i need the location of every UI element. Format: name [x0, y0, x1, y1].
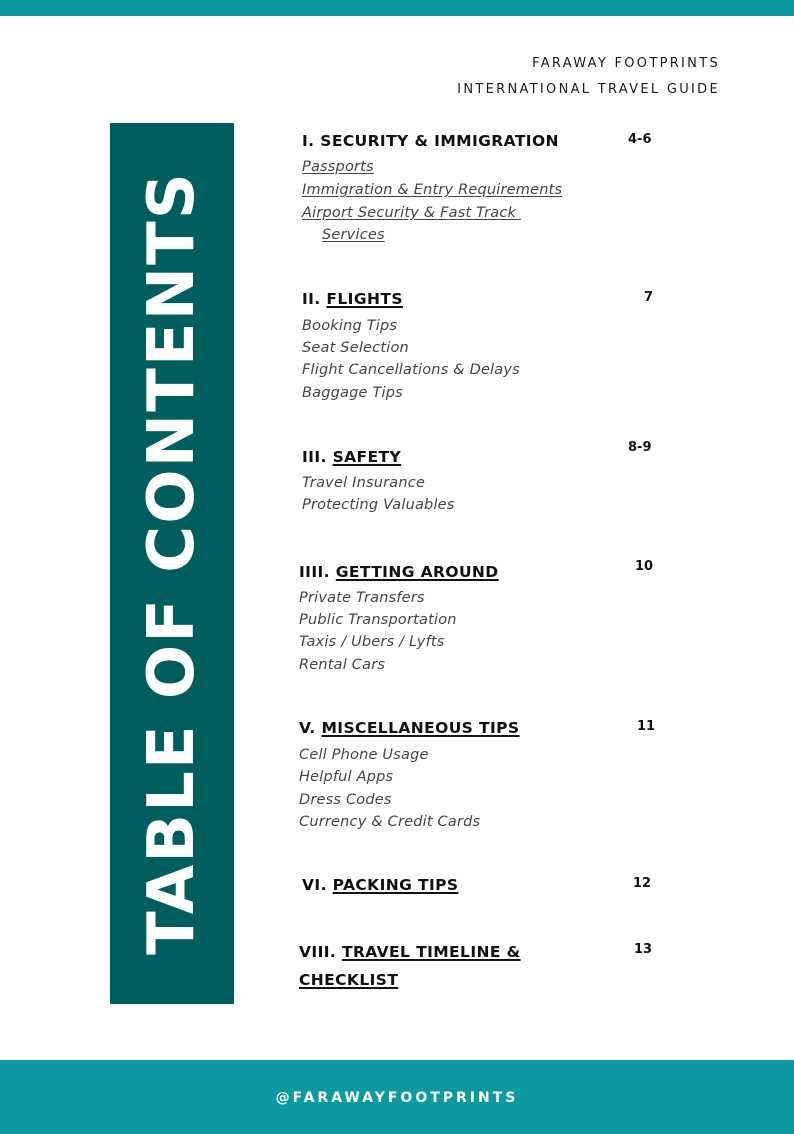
toc-entry: Cell Phone Usage [299, 747, 429, 763]
toc-banner [110, 123, 234, 1004]
toc-entry: Flight Cancellations & Delays [302, 362, 520, 378]
section-heading-safety[interactable] [302, 448, 401, 466]
section-pages-miscellaneous: 11 [637, 719, 656, 734]
toc-entry: Helpful Apps [299, 769, 394, 785]
toc-entry: Dress Codes [299, 792, 392, 808]
toc-entry-link[interactable]: Immigration & Entry Requirements [302, 182, 563, 198]
section-title-text: TRAVEL TIMELINE & [341, 943, 521, 961]
section-title-text: GETTING AROUND [335, 563, 499, 581]
section-title-text: PACKING TIPS [332, 876, 459, 894]
section-pages-flights: 7 [644, 290, 654, 305]
section-pages-timeline: 13 [634, 942, 653, 957]
section-numeral: III. [302, 448, 327, 466]
section-pages-security: 4-6 [628, 132, 652, 147]
section-heading-flights[interactable] [302, 290, 403, 308]
toc-entry: Taxis / Ubers / Lyfts [299, 634, 445, 650]
section-title-text: CHECKLIST [299, 971, 399, 989]
section-numeral: VI. [302, 876, 327, 894]
toc-entry: Currency & Credit Cards [299, 814, 481, 830]
section-heading-miscellaneous[interactable] [299, 719, 520, 737]
section-pages-getting-around: 10 [635, 559, 654, 574]
section-heading-timeline-line2[interactable] [299, 971, 398, 989]
toc-entry-link[interactable]: Airport Security & Fast Track [302, 205, 521, 221]
toc-entry: Seat Selection [302, 340, 409, 356]
section-numeral: VIII. [299, 943, 337, 961]
section-numeral: IIII. [299, 563, 330, 581]
toc-entry: Baggage Tips [302, 385, 403, 401]
section-numeral: II. [302, 290, 321, 308]
toc-entry: Travel Insurance [302, 475, 426, 491]
section-numeral: I. [302, 132, 315, 150]
top-accent-bar [0, 0, 794, 16]
social-handle[interactable]: @FARAWAYFOOTPRINTS [275, 1090, 519, 1106]
guide-subtitle: INTERNATIONAL TRAVEL GUIDE [457, 82, 720, 97]
toc-entry-link[interactable]: Services [322, 227, 385, 243]
section-title-text: FLIGHTS [326, 290, 403, 308]
toc-entry: Protecting Valuables [302, 497, 455, 513]
brand-name: FARAWAY FOOTPRINTS [532, 56, 720, 71]
toc-entry: Public Transportation [299, 612, 457, 628]
section-title-text: MISCELLANEOUS TIPS [321, 719, 520, 737]
toc-entry: Private Transfers [299, 590, 425, 606]
section-title-text: SECURITY & IMMIGRATION [320, 132, 559, 150]
section-numeral: V. [299, 719, 316, 737]
section-heading-timeline[interactable] [299, 943, 521, 961]
toc-entry: Booking Tips [302, 318, 398, 334]
toc-entry: Rental Cars [299, 657, 386, 673]
toc-banner-title: TABLE OF CONTENTS [135, 171, 209, 955]
section-heading-getting-around[interactable] [299, 563, 499, 581]
section-heading-packing[interactable] [302, 876, 459, 894]
section-pages-packing: 12 [633, 876, 652, 891]
toc-entry-link[interactable]: Passports [302, 159, 374, 175]
section-title-text: SAFETY [332, 448, 402, 466]
section-heading-security[interactable] [302, 132, 559, 150]
section-pages-safety: 8-9 [628, 440, 652, 455]
